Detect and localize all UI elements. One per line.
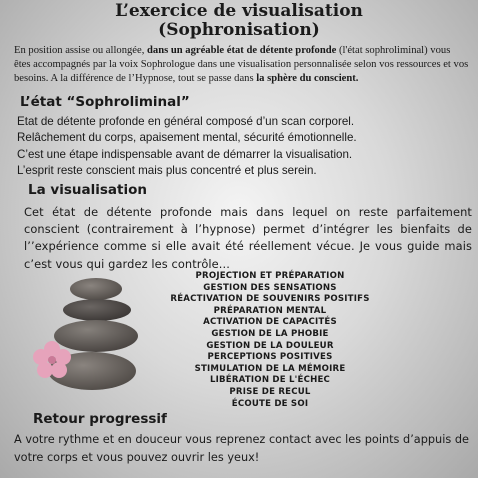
sophroliminal-line: L’esprit reste conscient mais plus concentré et plus serein. [17,163,317,177]
title-line-1: L’exercice de visualisation [115,1,363,21]
technique-item: GESTION DE LA PHOBIE [211,328,329,339]
sophroliminal-body [17,114,467,179]
technique-item: PRÉPARATION MENTAL [213,305,327,316]
sophroliminal-line: Relâchement du corps, apaisement mental, sécurité émotionnelle. [17,131,357,145]
technique-item: PRISE DE RECUL [229,386,311,397]
intro-text-1: En position assise ou allongée, [14,45,147,56]
intro-bold-2: la sphère du conscient. [256,73,359,84]
page-title [0,2,478,40]
intro-bold-1: dans un agréable état de détente profonde [147,45,337,56]
technique-item: PROJECTION ET PRÉPARATION [195,271,345,281]
intro-paragraph [14,44,469,86]
title-line-2: (Sophronisation) [158,20,320,40]
sophroliminal-line: C’est une étape indispensable avant de démarrer la visualisation. [17,147,353,161]
retour-heading: Retour progressif [33,411,167,427]
technique-item: ÉCOUTE DE SOI [231,398,309,409]
technique-item: PERCEPTIONS POSITIVES [207,352,333,363]
technique-item: GESTION DES SENSATIONS [203,282,337,293]
intro-text-2: (l'état sophroliminal) vous êtes accompagnés par la voix Sophrologue dans une visualisation personnalisée selon vos ressources et vos besoins. A la différence de l’Hypnose, tout se passe dans [14,45,469,84]
stone-top [70,278,122,300]
technique-item: ACTIVATION DE CAPACITÉS [203,317,337,328]
techniques-list [150,271,390,410]
retour-body: A votre rythme et en douceur vous reprenez contact avec les points d’appuis de votre corps et vous pouvez ouvrir les yeux! [14,433,469,464]
technique-item: STIMULATION DE LA MÉMOIRE [194,363,346,374]
sophroliminal-heading: L’état “Sophroliminal” [20,94,190,110]
technique-item: LIBÉRATION DE L'ÉCHEC [209,375,331,386]
technique-item: GESTION DE LA DOULEUR [206,340,334,351]
flower-icon [32,340,72,380]
visualisation-body: Cet état de détente profonde mais dans lequel on reste parfaitement conscient (contrairement à l’hypnose) permet d’intégrer les bienfaits de l’’expérience comme si elle avait été réellement vécue. Je vous guide mais c’est vous qui gardez les contrôle... [24,205,472,271]
sophroliminal-line: Etat de détente profonde en général composé d’un scan corporel. [17,115,355,128]
technique-item: RÉACTIVATION DE SOUVENIRS POSITIFS [170,294,370,305]
stone-middle-small [63,299,131,321]
visualisation-heading: La visualisation [28,182,147,198]
